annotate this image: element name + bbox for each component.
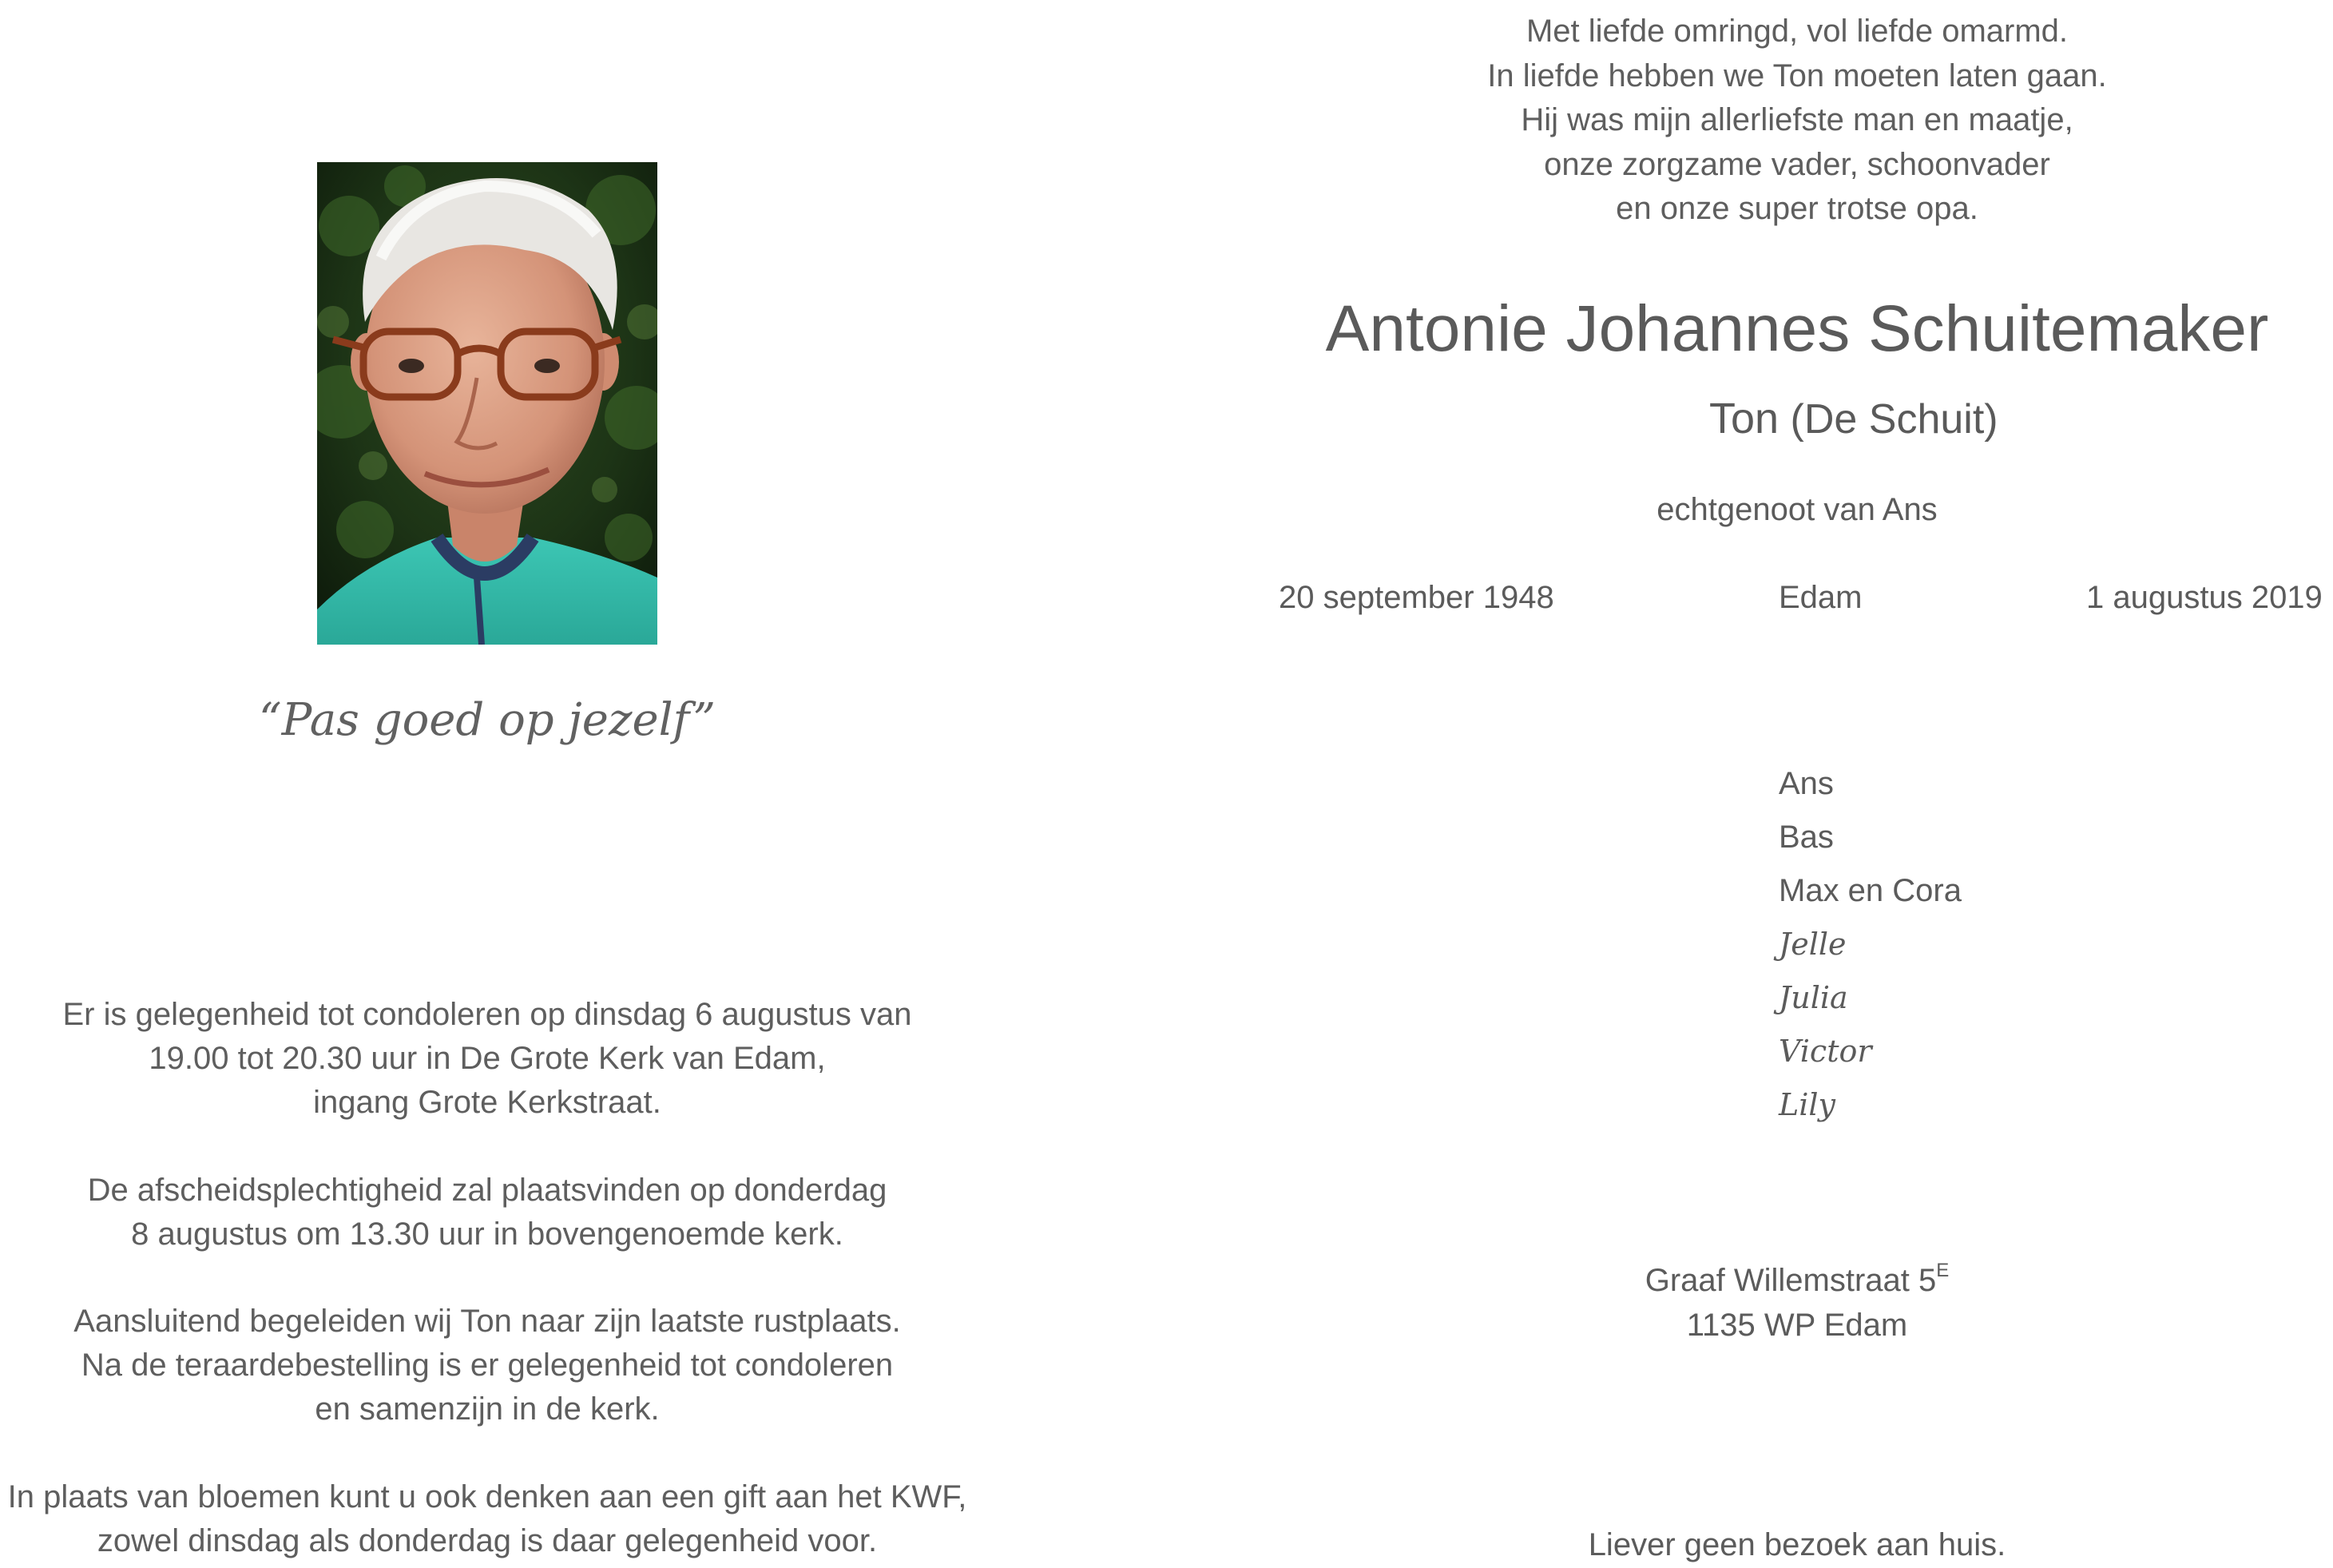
nickname-suffix: (De Schuit) (1790, 396, 1998, 443)
birth-date: 20 september 1948 (1279, 580, 1554, 615)
burial-line: Na de teraardebestelling is er gelegenheid tot condoleren (81, 1348, 894, 1383)
deceased-nickname (1709, 391, 2268, 447)
burial-line: en samenzijn in de kerk. (315, 1391, 660, 1427)
poem-line: onze zorgzame vader, schoonvader (1544, 146, 2050, 182)
condolence-line: 19.00 tot 20.30 uur in De Grote Kerk van Edam, (149, 1041, 826, 1076)
address-street-line (1238, 1258, 2333, 1303)
condolence-paragraph (0, 993, 974, 1125)
flowers-line: In plaats van bloemen kunt u ook denken aan een gift aan het KWF, (7, 1479, 967, 1514)
address-street: Graaf Willemstraat 5 (1645, 1263, 1937, 1298)
poem (1238, 10, 2333, 232)
family-list (1779, 757, 1962, 1132)
flowers-paragraph (0, 1475, 974, 1563)
deceased-full-name: Antonie Johannes Schuitemaker (1325, 292, 2269, 365)
family-member: Ans (1779, 766, 1834, 801)
burial-line: Aansluitend begeleiden wij Ton naar zijn laatste rustplaats. (73, 1304, 901, 1339)
death-date: 1 augustus 2019 (2086, 580, 2323, 615)
family-member: Max en Cora (1779, 873, 1962, 908)
flowers-line: zowel dinsdag als donderdag is daar gelegenheid voor. (97, 1523, 878, 1558)
farewell-paragraph (0, 1169, 974, 1256)
poem-line: en onze super trotse opa. (1616, 191, 1978, 226)
quote: “Pas goed op jezelf” (259, 694, 716, 746)
grandchild: Julia (1779, 980, 1848, 1015)
address (1238, 1258, 2333, 1348)
spouse-line: echtgenoot van Ans (1657, 492, 1938, 527)
grandchild: Victor (1779, 1034, 1872, 1069)
farewell-line: 8 augustus om 13.30 uur in bovengenoemde kerk. (131, 1217, 843, 1252)
farewell-line: De afscheidsplechtigheid zal plaatsvinden op donderdag (87, 1173, 887, 1208)
condolence-line: Er is gelegenheid tot condoleren op dinsdag 6 augustus van (62, 997, 912, 1032)
family-member: Bas (1779, 820, 1834, 855)
grandchild: Jelle (1779, 927, 1847, 962)
poem-line: Met liefde omringd, vol liefde omarmd. (1526, 14, 2069, 49)
address-suffix: E (1936, 1260, 1950, 1281)
closing-note: Liever geen bezoek aan huis. (1588, 1527, 2006, 1562)
poem-line: In liefde hebben we Ton moeten laten gaan. (1487, 58, 2107, 93)
address-postal-city: 1135 WP Edam (1686, 1308, 1908, 1343)
nickname-text: Ton (1709, 395, 1780, 443)
portrait-photo (317, 162, 657, 645)
grandchild: Lily (1779, 1087, 1836, 1122)
burial-paragraph (0, 1300, 974, 1431)
place: Edam (1779, 580, 1863, 615)
poem-line: Hij was mijn allerliefste man en maatje, (1521, 102, 2073, 137)
condolence-line: ingang Grote Kerkstraat. (313, 1085, 661, 1120)
